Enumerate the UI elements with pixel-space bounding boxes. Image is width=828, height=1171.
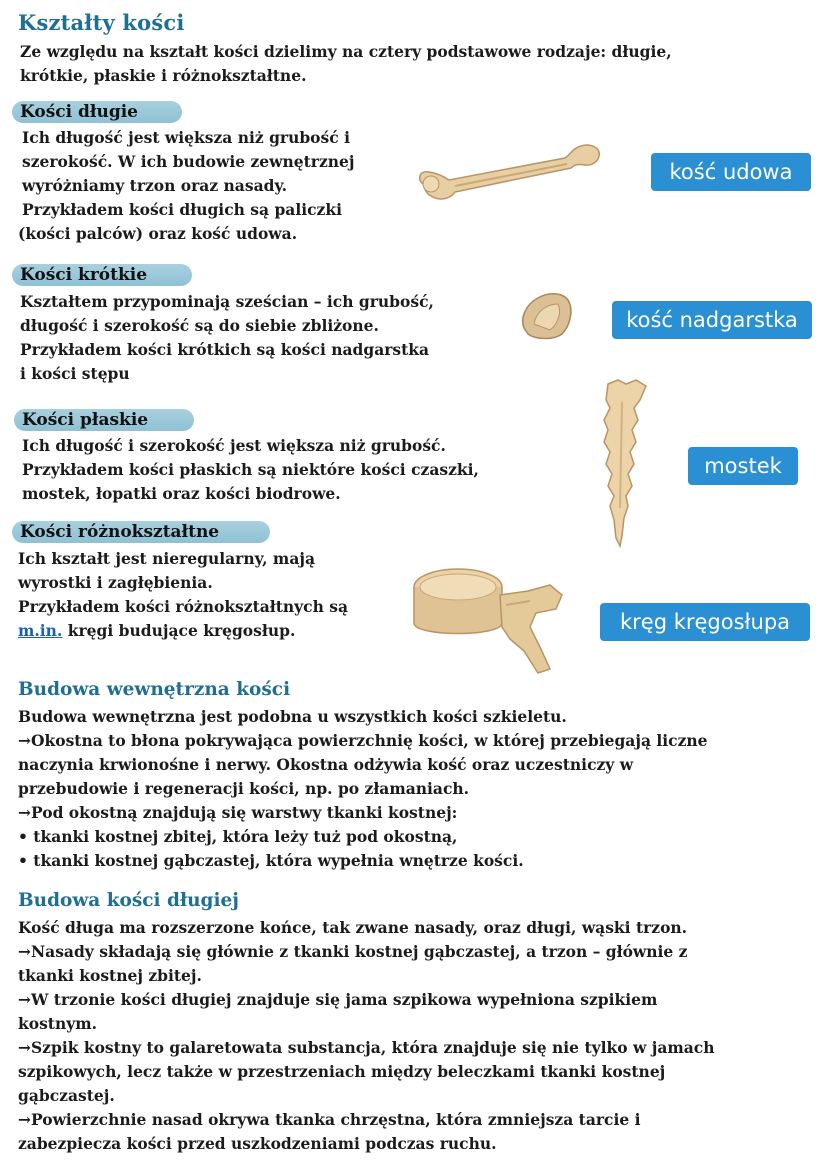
longbone-text-5: kostnym.	[18, 1014, 98, 1033]
vertebra-image	[410, 565, 570, 685]
intro-line-2: krótkie, płaskie i różnokształtne.	[20, 66, 307, 85]
longbone-text-6: →Szpik kostny to galaretowata substancja, która znajduje się nie tylko w jamach	[18, 1038, 715, 1057]
irregular-text-4-rest: kręgi budujące kręgosłup.	[62, 621, 296, 640]
short-text-3: Przykładem kości krótkich są kości nadgarstka	[20, 340, 430, 359]
heading-long-bones: Kości długie	[12, 101, 182, 123]
long-text-3: wyróżniamy trzon oraz nasady.	[22, 176, 288, 195]
heading-internal-structure: Budowa wewnętrzna kości	[18, 679, 291, 700]
mi-link[interactable]: m.in.	[18, 621, 63, 640]
internal-bullet-2: • tkanki kostnej gąbczastej, która wypełnia wnętrze kości.	[18, 851, 524, 870]
page-title: Kształty kości	[18, 10, 185, 35]
long-text-2: szerokość. W ich budowie zewnętrznej	[22, 152, 355, 171]
longbone-text-3: tkanki kostnej zbitej.	[18, 966, 202, 985]
tag-vertebra: kręg kręgosłupa	[600, 603, 810, 641]
tag-sternum: mostek	[688, 447, 798, 485]
short-text-1: Kształtem przypominają sześcian – ich grubość,	[20, 292, 434, 311]
flat-text-1: Ich długość i szerokość jest większa niż grubość.	[22, 436, 446, 455]
short-text-4: i kości stępu	[20, 364, 130, 383]
flat-text-2: Przykładem kości płaskich są niektóre kości czaszki,	[22, 460, 479, 479]
flat-text-3: mostek, łopatki oraz kości biodrowe.	[22, 484, 341, 503]
femur-image	[415, 140, 605, 210]
longbone-text-2: →Nasady składają się głównie z tkanki kostnej gąbczastej, a trzon – głównie z	[18, 942, 688, 961]
heading-long-bone-structure: Budowa kości długiej	[18, 890, 239, 911]
irregular-text-4	[18, 619, 295, 643]
internal-bullet-1: • tkanki kostnej zbitej, która leży tuż pod okostną,	[18, 827, 458, 846]
heading-flat-bones: Kości płaskie	[14, 409, 194, 431]
short-text-2: długość i szerokość są do siebie zbliżone.	[20, 316, 379, 335]
sternum-image	[600, 378, 650, 550]
longbone-text-4: →W trzonie kości długiej znajduje się jama szpikowa wypełniona szpikiem	[18, 990, 658, 1009]
long-text-1: Ich długość jest większa niż grubość i	[22, 128, 350, 147]
longbone-text-7: szpikowych, lecz także w przestrzeniach między beleczkami tkanki kostnej	[18, 1062, 666, 1081]
internal-text-3: naczynia krwionośne i nerwy. Okostna odżywia kość oraz uczestniczy w	[18, 755, 634, 774]
internal-text-4: przebudowie i regeneracji kości, np. po złamaniach.	[18, 779, 470, 798]
internal-text-1: Budowa wewnętrzna jest podobna u wszystkich kości szkieletu.	[18, 707, 567, 726]
longbone-text-1: Kość długa ma rozszerzone końce, tak zwane nasady, oraz długi, wąski trzon.	[18, 918, 688, 937]
tag-carpal: kość nadgarstka	[612, 301, 812, 339]
irregular-text-2: wyrostki i zagłębienia.	[18, 573, 213, 592]
heading-irregular-bones: Kości różnokształtne	[12, 521, 270, 543]
irregular-text-3: Przykładem kości różnokształtnych są	[18, 597, 349, 616]
internal-text-2: →Okostna to błona pokrywająca powierzchnię kości, w której przebiegają liczne	[18, 731, 708, 750]
long-text-4: Przykładem kości długich są paliczki	[22, 200, 342, 219]
longbone-text-8: gąbczastej.	[18, 1086, 115, 1105]
heading-short-bones: Kości krótkie	[12, 264, 192, 286]
longbone-text-10: zabezpiecza kości przed uszkodzeniami podczas ruchu.	[18, 1134, 497, 1153]
irregular-text-1: Ich kształt jest nieregularny, mają	[18, 549, 316, 568]
long-text-5: (kości palców) oraz kość udowa.	[18, 224, 298, 243]
tag-femur: kość udowa	[651, 153, 811, 191]
intro-line-1: Ze względu na kształt kości dzielimy na cztery podstawowe rodzaje: długie,	[20, 42, 672, 61]
longbone-text-9: →Powierzchnie nasad okrywa tkanka chrzęstna, która zmniejsza tarcie i	[18, 1110, 641, 1129]
carpal-bone-image	[518, 290, 574, 342]
internal-text-5: →Pod okostną znajdują się warstwy tkanki kostnej:	[18, 803, 458, 822]
